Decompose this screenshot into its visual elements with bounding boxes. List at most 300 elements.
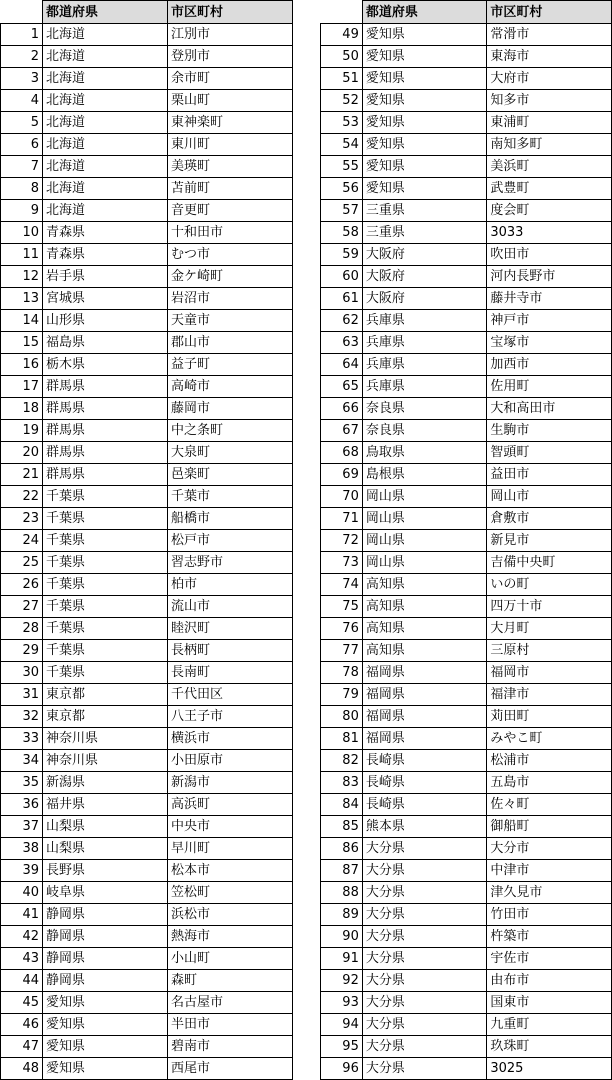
prefecture-cell[interactable]: 福岡県 bbox=[362, 728, 487, 750]
row-number[interactable]: 89 bbox=[321, 904, 363, 926]
prefecture-cell[interactable]: 北海道 bbox=[43, 112, 168, 134]
row-number[interactable]: 93 bbox=[321, 992, 363, 1014]
municipality-cell[interactable]: 睦沢町 bbox=[168, 618, 293, 640]
row-number[interactable]: 95 bbox=[321, 1036, 363, 1058]
prefecture-cell[interactable]: 神奈川県 bbox=[43, 728, 168, 750]
prefecture-cell[interactable]: 静岡県 bbox=[43, 970, 168, 992]
municipality-cell[interactable]: 美浜町 bbox=[487, 156, 612, 178]
prefecture-cell[interactable]: 愛知県 bbox=[362, 68, 487, 90]
row-number[interactable]: 32 bbox=[1, 706, 43, 728]
table-row bbox=[1, 266, 293, 288]
row-number[interactable]: 55 bbox=[321, 156, 363, 178]
row-number[interactable]: 66 bbox=[321, 398, 363, 420]
municipality-cell[interactable]: 森町 bbox=[168, 970, 293, 992]
municipality-cell[interactable]: 早川町 bbox=[168, 838, 293, 860]
row-number[interactable]: 40 bbox=[1, 882, 43, 904]
row-number[interactable]: 83 bbox=[321, 772, 363, 794]
row-number[interactable]: 79 bbox=[321, 684, 363, 706]
prefecture-cell[interactable]: 千葉県 bbox=[43, 508, 168, 530]
row-number[interactable]: 8 bbox=[1, 178, 43, 200]
prefecture-cell[interactable]: 福岡県 bbox=[362, 662, 487, 684]
row-number[interactable]: 70 bbox=[321, 486, 363, 508]
municipality-cell[interactable]: 船橋市 bbox=[168, 508, 293, 530]
row-number[interactable]: 23 bbox=[1, 508, 43, 530]
row-number[interactable]: 47 bbox=[1, 1036, 43, 1058]
row-number[interactable]: 7 bbox=[1, 156, 43, 178]
row-number[interactable]: 90 bbox=[321, 926, 363, 948]
table-row bbox=[1, 640, 293, 662]
row-number[interactable]: 21 bbox=[1, 464, 43, 486]
municipality-cell[interactable]: 苫前町 bbox=[168, 178, 293, 200]
prefecture-cell[interactable]: 岡山県 bbox=[362, 508, 487, 530]
row-number[interactable]: 60 bbox=[321, 266, 363, 288]
row-number[interactable]: 62 bbox=[321, 310, 363, 332]
row-number[interactable]: 87 bbox=[321, 860, 363, 882]
prefecture-cell[interactable]: 愛知県 bbox=[43, 1058, 168, 1080]
prefecture-cell[interactable]: 長崎県 bbox=[362, 772, 487, 794]
municipality-cell[interactable]: 郡山市 bbox=[168, 332, 293, 354]
municipality-cell[interactable]: 大和高田市 bbox=[487, 398, 612, 420]
municipality-cell[interactable]: 松戸市 bbox=[168, 530, 293, 552]
municipality-cell[interactable]: 知多市 bbox=[487, 90, 612, 112]
prefecture-cell[interactable]: 奈良県 bbox=[362, 398, 487, 420]
prefecture-cell[interactable]: 兵庫県 bbox=[362, 310, 487, 332]
row-number[interactable]: 69 bbox=[321, 464, 363, 486]
row-number[interactable]: 39 bbox=[1, 860, 43, 882]
prefecture-cell[interactable]: 北海道 bbox=[43, 90, 168, 112]
municipality-cell[interactable]: 名古屋市 bbox=[168, 992, 293, 1014]
row-number[interactable]: 75 bbox=[321, 596, 363, 618]
row-number[interactable]: 10 bbox=[1, 222, 43, 244]
prefecture-cell[interactable]: 大分県 bbox=[362, 948, 487, 970]
municipality-cell[interactable]: 南知多町 bbox=[487, 134, 612, 156]
prefecture-cell[interactable]: 大分県 bbox=[362, 926, 487, 948]
prefecture-cell[interactable]: 高知県 bbox=[362, 618, 487, 640]
row-number[interactable]: 57 bbox=[321, 200, 363, 222]
prefecture-cell[interactable]: 北海道 bbox=[43, 68, 168, 90]
municipality-cell[interactable]: 玖珠町 bbox=[487, 1036, 612, 1058]
prefecture-cell[interactable]: 三重県 bbox=[362, 200, 487, 222]
prefecture-cell[interactable]: 高知県 bbox=[362, 640, 487, 662]
prefecture-cell[interactable]: 大分県 bbox=[362, 970, 487, 992]
municipality-cell[interactable]: 益田市 bbox=[487, 464, 612, 486]
municipality-cell[interactable]: 高浜町 bbox=[168, 794, 293, 816]
row-number[interactable]: 68 bbox=[321, 442, 363, 464]
municipality-cell[interactable]: 吹田市 bbox=[487, 244, 612, 266]
row-number[interactable]: 73 bbox=[321, 552, 363, 574]
prefecture-cell[interactable]: 新潟県 bbox=[43, 772, 168, 794]
municipality-cell[interactable]: 宇佐市 bbox=[487, 948, 612, 970]
municipality-cell[interactable]: 常滑市 bbox=[487, 24, 612, 46]
prefecture-cell[interactable]: 群馬県 bbox=[43, 376, 168, 398]
municipality-cell[interactable]: 邑楽町 bbox=[168, 464, 293, 486]
prefecture-cell[interactable]: 大阪府 bbox=[362, 266, 487, 288]
municipality-cell[interactable]: 柏市 bbox=[168, 574, 293, 596]
prefecture-cell[interactable]: 島根県 bbox=[362, 464, 487, 486]
row-number[interactable]: 34 bbox=[1, 750, 43, 772]
row-number[interactable]: 74 bbox=[321, 574, 363, 596]
municipality-cell[interactable]: 碧南市 bbox=[168, 1036, 293, 1058]
municipality-cell[interactable]: 熱海市 bbox=[168, 926, 293, 948]
header-municipality[interactable]: 市区町村 bbox=[487, 1, 612, 24]
municipality-cell[interactable]: 天童市 bbox=[168, 310, 293, 332]
prefecture-cell[interactable]: 高知県 bbox=[362, 596, 487, 618]
prefecture-cell[interactable]: 群馬県 bbox=[43, 464, 168, 486]
row-number[interactable]: 19 bbox=[1, 420, 43, 442]
row-number[interactable]: 71 bbox=[321, 508, 363, 530]
prefecture-cell[interactable]: 熊本県 bbox=[362, 816, 487, 838]
prefecture-cell[interactable]: 愛知県 bbox=[362, 178, 487, 200]
municipality-cell[interactable]: 小田原市 bbox=[168, 750, 293, 772]
prefecture-cell[interactable]: 福岡県 bbox=[362, 684, 487, 706]
prefecture-cell[interactable]: 兵庫県 bbox=[362, 376, 487, 398]
municipality-cell[interactable]: 五島市 bbox=[487, 772, 612, 794]
municipality-cell[interactable]: 東海市 bbox=[487, 46, 612, 68]
table-row bbox=[1, 222, 293, 244]
municipality-cell[interactable]: 中之条町 bbox=[168, 420, 293, 442]
municipality-cell[interactable]: 佐々町 bbox=[487, 794, 612, 816]
prefecture-cell[interactable]: 愛知県 bbox=[362, 90, 487, 112]
municipality-cell[interactable]: 横浜市 bbox=[168, 728, 293, 750]
row-number[interactable]: 50 bbox=[321, 46, 363, 68]
prefecture-cell[interactable]: 大阪府 bbox=[362, 288, 487, 310]
municipality-cell[interactable]: 東川町 bbox=[168, 134, 293, 156]
prefecture-cell[interactable]: 愛知県 bbox=[362, 24, 487, 46]
row-number[interactable]: 42 bbox=[1, 926, 43, 948]
row-number[interactable]: 76 bbox=[321, 618, 363, 640]
municipality-cell[interactable]: 大分市 bbox=[487, 838, 612, 860]
prefecture-cell[interactable]: 大分県 bbox=[362, 1036, 487, 1058]
municipality-cell[interactable]: 福津市 bbox=[487, 684, 612, 706]
prefecture-cell[interactable]: 長崎県 bbox=[362, 750, 487, 772]
prefecture-cell[interactable]: 福岡県 bbox=[362, 706, 487, 728]
row-number[interactable]: 14 bbox=[1, 310, 43, 332]
municipality-cell[interactable]: 東浦町 bbox=[487, 112, 612, 134]
municipality-cell[interactable]: 御船町 bbox=[487, 816, 612, 838]
municipality-cell[interactable]: 藤井寺市 bbox=[487, 288, 612, 310]
municipality-cell[interactable]: 千葉市 bbox=[168, 486, 293, 508]
prefecture-cell[interactable]: 大分県 bbox=[362, 882, 487, 904]
row-number[interactable]: 67 bbox=[321, 420, 363, 442]
row-number[interactable]: 16 bbox=[1, 354, 43, 376]
municipality-cell[interactable]: 江別市 bbox=[168, 24, 293, 46]
municipality-cell[interactable]: 長柄町 bbox=[168, 640, 293, 662]
prefecture-cell[interactable]: 千葉県 bbox=[43, 640, 168, 662]
municipality-cell[interactable]: 藤岡市 bbox=[168, 398, 293, 420]
row-number[interactable]: 28 bbox=[1, 618, 43, 640]
municipality-cell[interactable]: 武豊町 bbox=[487, 178, 612, 200]
prefecture-cell[interactable]: 神奈川県 bbox=[43, 750, 168, 772]
prefecture-cell[interactable]: 福井県 bbox=[43, 794, 168, 816]
prefecture-cell[interactable]: 山梨県 bbox=[43, 838, 168, 860]
municipality-cell[interactable]: みやこ町 bbox=[487, 728, 612, 750]
prefecture-cell[interactable]: 北海道 bbox=[43, 178, 168, 200]
row-number[interactable]: 3 bbox=[1, 68, 43, 90]
prefecture-cell[interactable]: 千葉県 bbox=[43, 662, 168, 684]
municipality-cell[interactable]: 余市町 bbox=[168, 68, 293, 90]
prefecture-cell[interactable]: 東京都 bbox=[43, 684, 168, 706]
municipality-cell[interactable]: 中央市 bbox=[168, 816, 293, 838]
row-number[interactable]: 52 bbox=[321, 90, 363, 112]
municipality-cell[interactable]: 金ケ崎町 bbox=[168, 266, 293, 288]
municipality-cell[interactable]: 東神楽町 bbox=[168, 112, 293, 134]
municipality-cell[interactable]: 津久見市 bbox=[487, 882, 612, 904]
row-number[interactable]: 5 bbox=[1, 112, 43, 134]
prefecture-cell[interactable]: 福島県 bbox=[43, 332, 168, 354]
row-number[interactable]: 81 bbox=[321, 728, 363, 750]
row-number[interactable]: 56 bbox=[321, 178, 363, 200]
municipality-cell[interactable]: 大月町 bbox=[487, 618, 612, 640]
prefecture-cell[interactable]: 群馬県 bbox=[43, 420, 168, 442]
row-number[interactable]: 51 bbox=[321, 68, 363, 90]
prefecture-cell[interactable]: 静岡県 bbox=[43, 926, 168, 948]
row-number[interactable]: 43 bbox=[1, 948, 43, 970]
row-number[interactable]: 18 bbox=[1, 398, 43, 420]
row-number[interactable]: 44 bbox=[1, 970, 43, 992]
prefecture-cell[interactable]: 愛知県 bbox=[362, 46, 487, 68]
prefecture-cell[interactable]: 千葉県 bbox=[43, 486, 168, 508]
municipality-cell[interactable]: 由布市 bbox=[487, 970, 612, 992]
row-number[interactable]: 53 bbox=[321, 112, 363, 134]
row-number[interactable]: 13 bbox=[1, 288, 43, 310]
prefecture-cell[interactable]: 三重県 bbox=[362, 222, 487, 244]
prefecture-cell[interactable]: 高知県 bbox=[362, 574, 487, 596]
prefecture-cell[interactable]: 岡山県 bbox=[362, 552, 487, 574]
municipality-cell[interactable]: 岡山市 bbox=[487, 486, 612, 508]
prefecture-cell[interactable]: 青森県 bbox=[43, 244, 168, 266]
municipality-cell[interactable]: 佐用町 bbox=[487, 376, 612, 398]
municipality-cell[interactable]: 九重町 bbox=[487, 1014, 612, 1036]
prefecture-cell[interactable]: 愛知県 bbox=[43, 1036, 168, 1058]
prefecture-cell[interactable]: 愛知県 bbox=[362, 134, 487, 156]
municipality-cell[interactable]: 竹田市 bbox=[487, 904, 612, 926]
row-number[interactable]: 54 bbox=[321, 134, 363, 156]
municipality-cell[interactable]: いの町 bbox=[487, 574, 612, 596]
municipality-cell[interactable]: 高崎市 bbox=[168, 376, 293, 398]
prefecture-cell[interactable]: 大分県 bbox=[362, 904, 487, 926]
municipality-cell[interactable]: 河内長野市 bbox=[487, 266, 612, 288]
row-number[interactable]: 86 bbox=[321, 838, 363, 860]
municipality-cell[interactable]: 小山町 bbox=[168, 948, 293, 970]
municipality-cell[interactable]: 3025 bbox=[487, 1058, 612, 1080]
municipality-cell[interactable]: 生駒市 bbox=[487, 420, 612, 442]
header-municipality[interactable]: 市区町村 bbox=[168, 1, 293, 24]
prefecture-cell[interactable]: 大分県 bbox=[362, 838, 487, 860]
prefecture-cell[interactable]: 静岡県 bbox=[43, 904, 168, 926]
prefecture-cell[interactable]: 鳥取県 bbox=[362, 442, 487, 464]
municipality-cell[interactable]: 神戸市 bbox=[487, 310, 612, 332]
table-row bbox=[1, 46, 293, 68]
row-number[interactable]: 12 bbox=[1, 266, 43, 288]
row-number[interactable]: 36 bbox=[1, 794, 43, 816]
row-number[interactable]: 20 bbox=[1, 442, 43, 464]
prefecture-cell[interactable]: 北海道 bbox=[43, 156, 168, 178]
row-number[interactable]: 45 bbox=[1, 992, 43, 1014]
municipality-cell[interactable]: 笠松町 bbox=[168, 882, 293, 904]
prefecture-cell[interactable]: 岡山県 bbox=[362, 530, 487, 552]
row-number[interactable]: 2 bbox=[1, 46, 43, 68]
table-row bbox=[1, 508, 293, 530]
prefecture-cell[interactable]: 群馬県 bbox=[43, 442, 168, 464]
prefecture-cell[interactable]: 千葉県 bbox=[43, 618, 168, 640]
row-number[interactable]: 1 bbox=[1, 24, 43, 46]
row-number[interactable]: 30 bbox=[1, 662, 43, 684]
row-number[interactable]: 17 bbox=[1, 376, 43, 398]
row-number[interactable]: 11 bbox=[1, 244, 43, 266]
prefecture-cell[interactable]: 北海道 bbox=[43, 24, 168, 46]
row-number[interactable]: 46 bbox=[1, 1014, 43, 1036]
row-number[interactable]: 92 bbox=[321, 970, 363, 992]
municipality-cell[interactable]: むつ市 bbox=[168, 244, 293, 266]
municipality-cell[interactable]: 3033 bbox=[487, 222, 612, 244]
header-prefecture[interactable]: 都道府県 bbox=[362, 1, 487, 24]
municipality-cell[interactable]: 倉敷市 bbox=[487, 508, 612, 530]
prefecture-cell[interactable]: 大阪府 bbox=[362, 244, 487, 266]
prefecture-cell[interactable]: 大分県 bbox=[362, 1014, 487, 1036]
municipality-cell[interactable]: 中津市 bbox=[487, 860, 612, 882]
row-number[interactable]: 84 bbox=[321, 794, 363, 816]
municipality-cell[interactable]: 千代田区 bbox=[168, 684, 293, 706]
prefecture-cell[interactable]: 静岡県 bbox=[43, 948, 168, 970]
row-number[interactable]: 6 bbox=[1, 134, 43, 156]
municipality-cell[interactable]: 流山市 bbox=[168, 596, 293, 618]
prefecture-cell[interactable]: 大分県 bbox=[362, 860, 487, 882]
municipality-cell[interactable]: 国東市 bbox=[487, 992, 612, 1014]
row-number[interactable]: 80 bbox=[321, 706, 363, 728]
municipality-cell[interactable]: 栗山町 bbox=[168, 90, 293, 112]
row-number[interactable]: 91 bbox=[321, 948, 363, 970]
municipality-cell[interactable]: 益子町 bbox=[168, 354, 293, 376]
municipality-cell[interactable]: 四万十市 bbox=[487, 596, 612, 618]
municipality-cell[interactable]: 新見市 bbox=[487, 530, 612, 552]
row-number[interactable]: 37 bbox=[1, 816, 43, 838]
row-number[interactable]: 26 bbox=[1, 574, 43, 596]
municipality-cell[interactable]: 福岡市 bbox=[487, 662, 612, 684]
row-number[interactable]: 15 bbox=[1, 332, 43, 354]
row-number[interactable]: 9 bbox=[1, 200, 43, 222]
prefecture-cell[interactable]: 千葉県 bbox=[43, 552, 168, 574]
row-number[interactable]: 24 bbox=[1, 530, 43, 552]
prefecture-cell[interactable]: 兵庫県 bbox=[362, 332, 487, 354]
municipality-cell[interactable]: 登別市 bbox=[168, 46, 293, 68]
municipality-cell[interactable]: 西尾市 bbox=[168, 1058, 293, 1080]
prefecture-cell[interactable]: 北海道 bbox=[43, 134, 168, 156]
municipality-cell[interactable]: 三原村 bbox=[487, 640, 612, 662]
row-number[interactable]: 25 bbox=[1, 552, 43, 574]
prefecture-cell[interactable]: 愛知県 bbox=[362, 112, 487, 134]
prefecture-cell[interactable]: 宮城県 bbox=[43, 288, 168, 310]
row-number[interactable]: 94 bbox=[321, 1014, 363, 1036]
row-number[interactable]: 35 bbox=[1, 772, 43, 794]
municipality-cell[interactable]: 宝塚市 bbox=[487, 332, 612, 354]
row-number[interactable]: 41 bbox=[1, 904, 43, 926]
municipality-cell[interactable]: 松本市 bbox=[168, 860, 293, 882]
prefecture-cell[interactable]: 大分県 bbox=[362, 1058, 487, 1080]
row-number[interactable]: 77 bbox=[321, 640, 363, 662]
row-number[interactable]: 88 bbox=[321, 882, 363, 904]
municipality-cell[interactable]: 大泉町 bbox=[168, 442, 293, 464]
prefecture-cell[interactable]: 愛知県 bbox=[362, 156, 487, 178]
municipality-cell[interactable]: 岩沼市 bbox=[168, 288, 293, 310]
row-number[interactable]: 49 bbox=[321, 24, 363, 46]
row-number[interactable]: 96 bbox=[321, 1058, 363, 1080]
row-number[interactable]: 85 bbox=[321, 816, 363, 838]
prefecture-cell[interactable]: 兵庫県 bbox=[362, 354, 487, 376]
row-number[interactable]: 33 bbox=[1, 728, 43, 750]
header-prefecture[interactable]: 都道府県 bbox=[43, 1, 168, 24]
prefecture-cell[interactable]: 千葉県 bbox=[43, 530, 168, 552]
row-number[interactable]: 59 bbox=[321, 244, 363, 266]
prefecture-cell[interactable]: 北海道 bbox=[43, 200, 168, 222]
prefecture-cell[interactable]: 東京都 bbox=[43, 706, 168, 728]
prefecture-cell[interactable]: 山形県 bbox=[43, 310, 168, 332]
row-number[interactable]: 58 bbox=[321, 222, 363, 244]
municipality-cell[interactable]: 苅田町 bbox=[487, 706, 612, 728]
prefecture-cell[interactable]: 大分県 bbox=[362, 992, 487, 1014]
row-number[interactable]: 29 bbox=[1, 640, 43, 662]
prefecture-cell[interactable]: 山梨県 bbox=[43, 816, 168, 838]
row-number[interactable]: 82 bbox=[321, 750, 363, 772]
municipality-cell[interactable]: 浜松市 bbox=[168, 904, 293, 926]
row-number[interactable]: 65 bbox=[321, 376, 363, 398]
row-number[interactable]: 63 bbox=[321, 332, 363, 354]
prefecture-cell[interactable]: 奈良県 bbox=[362, 420, 487, 442]
municipality-cell[interactable]: 半田市 bbox=[168, 1014, 293, 1036]
row-number[interactable]: 22 bbox=[1, 486, 43, 508]
row-number[interactable]: 38 bbox=[1, 838, 43, 860]
table-row bbox=[321, 992, 612, 1014]
prefecture-cell[interactable]: 愛知県 bbox=[43, 992, 168, 1014]
municipality-cell[interactable]: 松浦市 bbox=[487, 750, 612, 772]
municipality-cell[interactable]: 音更町 bbox=[168, 200, 293, 222]
prefecture-cell[interactable]: 長崎県 bbox=[362, 794, 487, 816]
municipality-cell[interactable]: 加西市 bbox=[487, 354, 612, 376]
prefecture-cell[interactable]: 北海道 bbox=[43, 46, 168, 68]
municipality-cell[interactable]: 美瑛町 bbox=[168, 156, 293, 178]
prefecture-cell[interactable]: 長野県 bbox=[43, 860, 168, 882]
prefecture-cell[interactable]: 愛知県 bbox=[43, 1014, 168, 1036]
municipality-cell[interactable]: 習志野市 bbox=[168, 552, 293, 574]
municipality-cell[interactable]: 吉備中央町 bbox=[487, 552, 612, 574]
row-number[interactable]: 4 bbox=[1, 90, 43, 112]
prefecture-cell[interactable]: 群馬県 bbox=[43, 398, 168, 420]
row-number[interactable]: 61 bbox=[321, 288, 363, 310]
table-row bbox=[1, 530, 293, 552]
row-number[interactable]: 31 bbox=[1, 684, 43, 706]
row-number[interactable]: 48 bbox=[1, 1058, 43, 1080]
prefecture-cell[interactable]: 千葉県 bbox=[43, 574, 168, 596]
row-number[interactable]: 27 bbox=[1, 596, 43, 618]
municipality-cell[interactable]: 度会町 bbox=[487, 200, 612, 222]
municipality-cell[interactable]: 大府市 bbox=[487, 68, 612, 90]
municipality-cell[interactable]: 新潟市 bbox=[168, 772, 293, 794]
row-number[interactable]: 64 bbox=[321, 354, 363, 376]
prefecture-cell[interactable]: 岡山県 bbox=[362, 486, 487, 508]
prefecture-cell[interactable]: 岐阜県 bbox=[43, 882, 168, 904]
prefecture-cell[interactable]: 栃木県 bbox=[43, 354, 168, 376]
row-number[interactable]: 72 bbox=[321, 530, 363, 552]
prefecture-cell[interactable]: 千葉県 bbox=[43, 596, 168, 618]
prefecture-cell[interactable]: 岩手県 bbox=[43, 266, 168, 288]
row-number[interactable]: 78 bbox=[321, 662, 363, 684]
municipality-cell[interactable]: 智頭町 bbox=[487, 442, 612, 464]
table-row bbox=[321, 728, 612, 750]
municipality-cell[interactable]: 十和田市 bbox=[168, 222, 293, 244]
municipality-cell[interactable]: 杵築市 bbox=[487, 926, 612, 948]
prefecture-cell[interactable]: 青森県 bbox=[43, 222, 168, 244]
municipality-cell[interactable]: 八王子市 bbox=[168, 706, 293, 728]
municipality-cell[interactable]: 長南町 bbox=[168, 662, 293, 684]
